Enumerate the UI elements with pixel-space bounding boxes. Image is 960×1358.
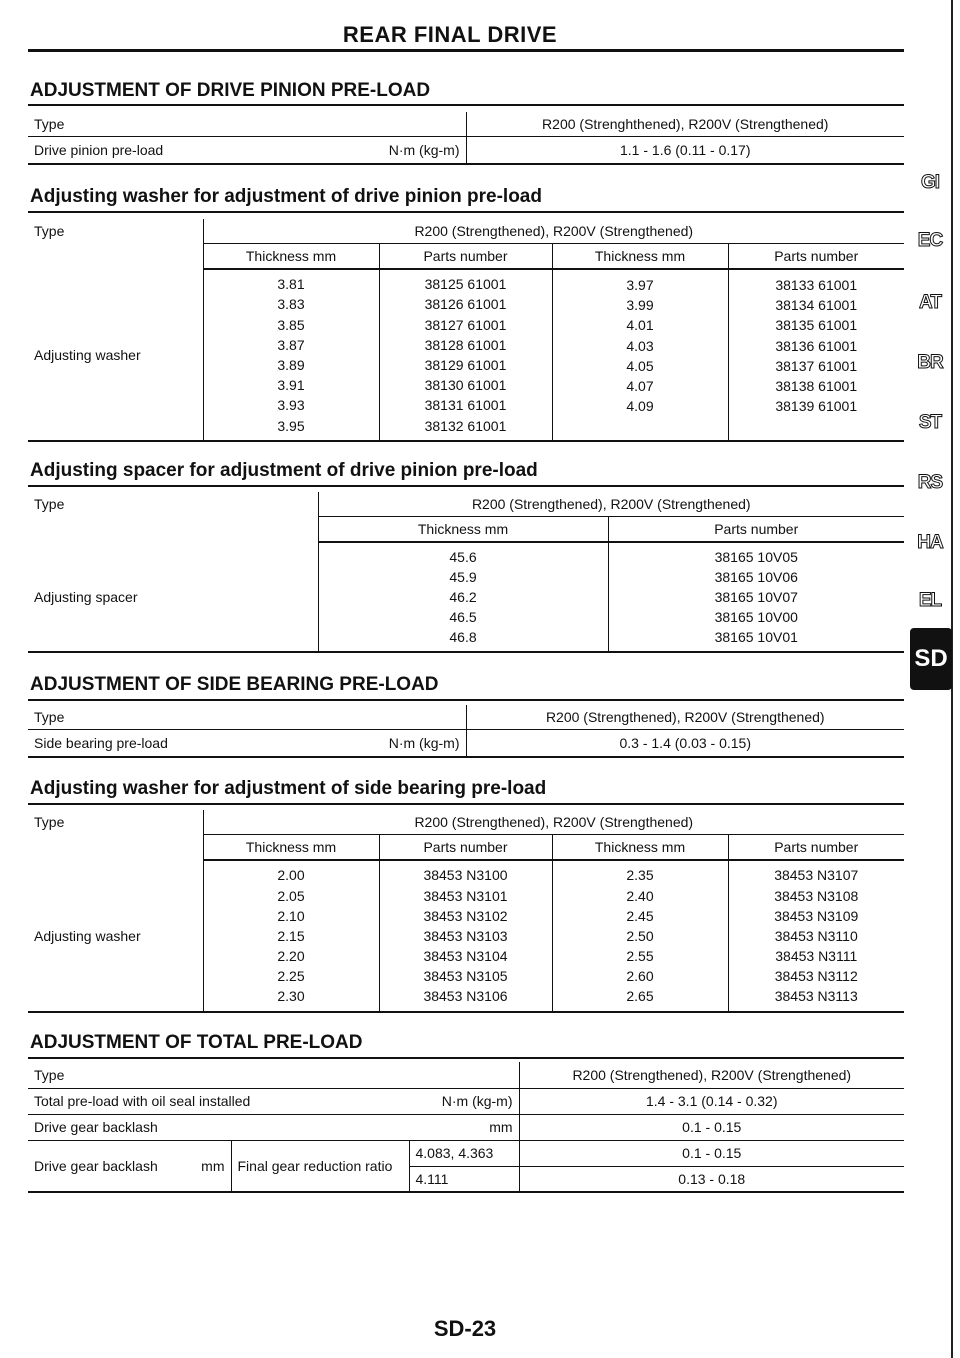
total-preload-table: [28, 1062, 904, 1193]
thickness-header: Thickness mm: [318, 516, 608, 542]
list-item: 38128 61001: [424, 336, 507, 353]
list-item: 38131 61001: [424, 397, 507, 414]
list-item: 3.93: [277, 397, 305, 414]
drive-pinion-rule: [28, 104, 904, 106]
parts-header: Parts number: [608, 516, 904, 542]
total-cell: [28, 1088, 519, 1114]
list-item: 38165 10V07: [714, 588, 798, 605]
total-label: Total pre-load with oil seal installed: [34, 1093, 251, 1109]
drive-pinion-table: [28, 112, 904, 165]
type-value: R200 (Strengthened), R200V (Strengthened): [318, 492, 904, 516]
list-item: 2.00: [277, 867, 305, 884]
preload-label: Side bearing pre-load: [34, 734, 168, 751]
list-item: 38133 61001: [775, 277, 858, 293]
bearing-washer-table: [28, 810, 904, 1013]
list-item: 38136 61001: [775, 337, 858, 354]
list-item: 4.05: [626, 357, 654, 374]
left-thickness-list: [203, 269, 379, 441]
list-item: 3.87: [277, 336, 305, 353]
tab-at[interactable]: AT: [919, 292, 941, 313]
list-item: 4.07: [626, 377, 654, 394]
ratio-a: 4.083, 4.363: [409, 1140, 519, 1166]
right-thickness-list: [552, 269, 728, 441]
right-parts-list: [728, 860, 904, 1012]
list-item: 38453 N3111: [775, 948, 858, 965]
type-label: Type: [28, 705, 466, 729]
list-item: 4.09: [626, 398, 654, 415]
list-item: 46.5: [449, 609, 477, 626]
ratio-b: 4.111: [409, 1166, 519, 1192]
tab-ec[interactable]: EC: [917, 230, 943, 251]
list-item: 3.95: [277, 417, 305, 434]
bearing-washer-rule: [28, 803, 904, 805]
pinion-washer-rule: [28, 211, 904, 213]
list-item: 2.25: [277, 968, 305, 985]
pinion-spacer-heading: Adjusting spacer for adjustment of drive pinion pre-load: [30, 460, 538, 481]
side-bearing-table: [28, 705, 904, 758]
backlash2-cell: [28, 1140, 231, 1192]
list-item: 38453 N3104: [423, 948, 508, 965]
type-value: R200 (Strengthened), R200V (Strengthened): [519, 1062, 904, 1088]
list-item: 38453 N3110: [774, 927, 858, 944]
tab-ha[interactable]: HA: [917, 532, 943, 553]
list-item: 38130 61001: [424, 377, 507, 394]
list-item: 2.50: [626, 927, 654, 944]
type-label: Type: [28, 112, 466, 136]
list-item: 38165 10V00: [714, 609, 798, 626]
total-unit: N·m (kg-m): [441, 1093, 513, 1109]
pinion-washer-table: [28, 219, 904, 442]
total-preload-heading: ADJUSTMENT OF TOTAL PRE-LOAD: [30, 1032, 363, 1053]
right-thickness-list: [552, 860, 728, 1012]
row-label: Adjusting washer: [28, 860, 203, 1012]
preload-cell: [28, 136, 466, 164]
pinion-spacer-table: [28, 492, 904, 653]
thickness-header: Thickness mm: [203, 834, 379, 860]
list-item: 2.40: [626, 887, 654, 904]
list-item: 38453 N3113: [774, 988, 858, 1005]
type-label: Type: [28, 219, 203, 243]
page-title: REAR FINAL DRIVE: [342, 22, 558, 47]
tab-br[interactable]: BR: [917, 352, 943, 373]
list-item: 38453 N3112: [774, 968, 858, 985]
list-item: 38453 N3100: [423, 867, 508, 884]
ratio-a-value: 0.1 - 0.15: [519, 1140, 904, 1166]
list-item: 38134 61001: [775, 297, 858, 314]
side-bearing-rule: [28, 699, 904, 701]
list-item: 38453 N3103: [423, 927, 508, 944]
list-item: 38129 61001: [424, 357, 507, 373]
backlash2-unit: mm: [201, 1157, 225, 1174]
type-label: Type: [28, 810, 203, 834]
list-item: 38165 10V05: [714, 548, 798, 565]
type-label: Type: [28, 492, 318, 516]
list-item: 38139 61001: [775, 398, 858, 415]
list-item: 2.60: [626, 968, 654, 985]
preload-label: Drive pinion pre-load: [34, 141, 164, 158]
row-label: Adjusting washer: [28, 269, 203, 441]
thickness-header: Thickness mm: [203, 243, 379, 269]
list-item: 38453 N3106: [423, 988, 508, 1005]
list-item: 3.99: [626, 297, 654, 314]
side-bearing-heading: ADJUSTMENT OF SIDE BEARING PRE-LOAD: [30, 674, 439, 695]
list-item: 46.2: [449, 588, 477, 605]
ratio-label: Final gear reduction ratio: [231, 1140, 409, 1192]
total-preload-rule: [28, 1057, 904, 1059]
backlash-value: 0.1 - 0.15: [519, 1114, 904, 1140]
left-parts-list: [379, 269, 552, 441]
list-item: 38165 10V06: [714, 568, 798, 585]
backlash-cell: [28, 1114, 519, 1140]
list-item: 3.91: [277, 377, 305, 394]
list-item: 38137 61001: [775, 357, 858, 374]
type-value: R200 (Strengthened), R200V (Strengthened): [203, 810, 904, 834]
list-item: 38135 61001: [775, 317, 858, 334]
list-item: 46.8: [449, 629, 477, 646]
type-label: Type: [28, 1062, 519, 1088]
list-item: 38453 N3109: [774, 907, 859, 924]
thickness-list: [318, 542, 608, 652]
ratio-b-value: 0.13 - 0.18: [519, 1166, 904, 1192]
list-item: 2.45: [626, 907, 654, 924]
list-item: 38127 61001: [424, 316, 507, 333]
backlash-label: Drive gear backlash: [34, 1119, 158, 1135]
parts-header: Parts number: [379, 834, 552, 860]
type-value: R200 (Strenghthened), R200V (Strengthened): [466, 112, 904, 136]
list-item: 3.89: [277, 357, 305, 373]
preload-cell: [28, 729, 466, 757]
preload-unit: N·m (kg-m): [388, 734, 460, 751]
row-label: Adjusting spacer: [28, 542, 318, 652]
list-item: 3.97: [626, 277, 654, 293]
list-item: 3.83: [277, 296, 305, 313]
list-item: 2.35: [626, 867, 654, 884]
list-item: 38165 10V01: [714, 629, 798, 646]
list-item: 2.05: [277, 887, 305, 904]
list-item: 3.81: [277, 276, 305, 293]
list-item: 38453 N3108: [774, 887, 859, 904]
preload-unit: N·m (kg-m): [388, 141, 460, 158]
list-item: 38453 N3105: [423, 968, 508, 985]
total-value: 1.4 - 3.1 (0.14 - 0.32): [519, 1088, 904, 1114]
list-item: 4.03: [626, 337, 654, 354]
tab-rs[interactable]: RS: [917, 472, 943, 493]
header-rule: [28, 49, 904, 52]
tab-st[interactable]: ST: [918, 412, 942, 433]
tab-sd-active[interactable]: SD: [910, 628, 952, 690]
list-item: 38138 61001: [775, 377, 858, 394]
list-item: 2.15: [277, 927, 305, 944]
tab-gi[interactable]: GI: [920, 172, 940, 193]
list-item: 2.30: [277, 988, 305, 1005]
backlash-unit: mm: [489, 1119, 513, 1135]
pinion-washer-heading: Adjusting washer for adjustment of drive pinion pre-load: [30, 186, 542, 207]
type-value: R200 (Strengthened), R200V (Strengthened): [466, 705, 904, 729]
right-parts-list: [728, 269, 904, 441]
list-item: 2.10: [277, 907, 305, 924]
left-thickness-list: [203, 860, 379, 1012]
list-item: 3.85: [277, 316, 305, 333]
parts-list: [608, 542, 904, 652]
type-value: R200 (Strengthened), R200V (Strengthened): [203, 219, 904, 243]
backlash2-label: Drive gear backlash: [34, 1157, 158, 1174]
list-item: 38453 N3107: [774, 867, 859, 884]
thickness-header: Thickness mm: [552, 243, 728, 269]
thickness-header: Thickness mm: [552, 834, 728, 860]
bearing-washer-heading: Adjusting washer for adjustment of side bearing pre-load: [30, 778, 547, 799]
list-item: 2.55: [626, 948, 654, 965]
drive-pinion-heading: ADJUSTMENT OF DRIVE PINION PRE-LOAD: [30, 80, 431, 101]
list-item: 38126 61001: [424, 296, 507, 313]
list-item: 38125 61001: [424, 276, 507, 293]
list-item: 38453 N3102: [423, 907, 508, 924]
pinion-spacer-rule: [28, 485, 904, 487]
list-item: 4.01: [626, 317, 654, 334]
preload-value: 0.3 - 1.4 (0.03 - 0.15): [466, 729, 904, 757]
preload-value: 1.1 - 1.6 (0.11 - 0.17): [466, 136, 904, 164]
list-item: 38453 N3101: [423, 887, 508, 904]
list-item: 45.6: [449, 548, 477, 565]
page-number: SD-23: [433, 1316, 497, 1341]
list-item: 38132 61001: [424, 417, 507, 434]
list-item: 45.9: [449, 568, 477, 585]
parts-header: Parts number: [728, 834, 904, 860]
left-parts-list: [379, 860, 552, 1012]
parts-header: Parts number: [379, 243, 552, 269]
list-item: 2.20: [277, 948, 305, 965]
list-item: 2.65: [626, 988, 654, 1005]
tab-el[interactable]: EL: [918, 590, 942, 611]
parts-header: Parts number: [728, 243, 904, 269]
